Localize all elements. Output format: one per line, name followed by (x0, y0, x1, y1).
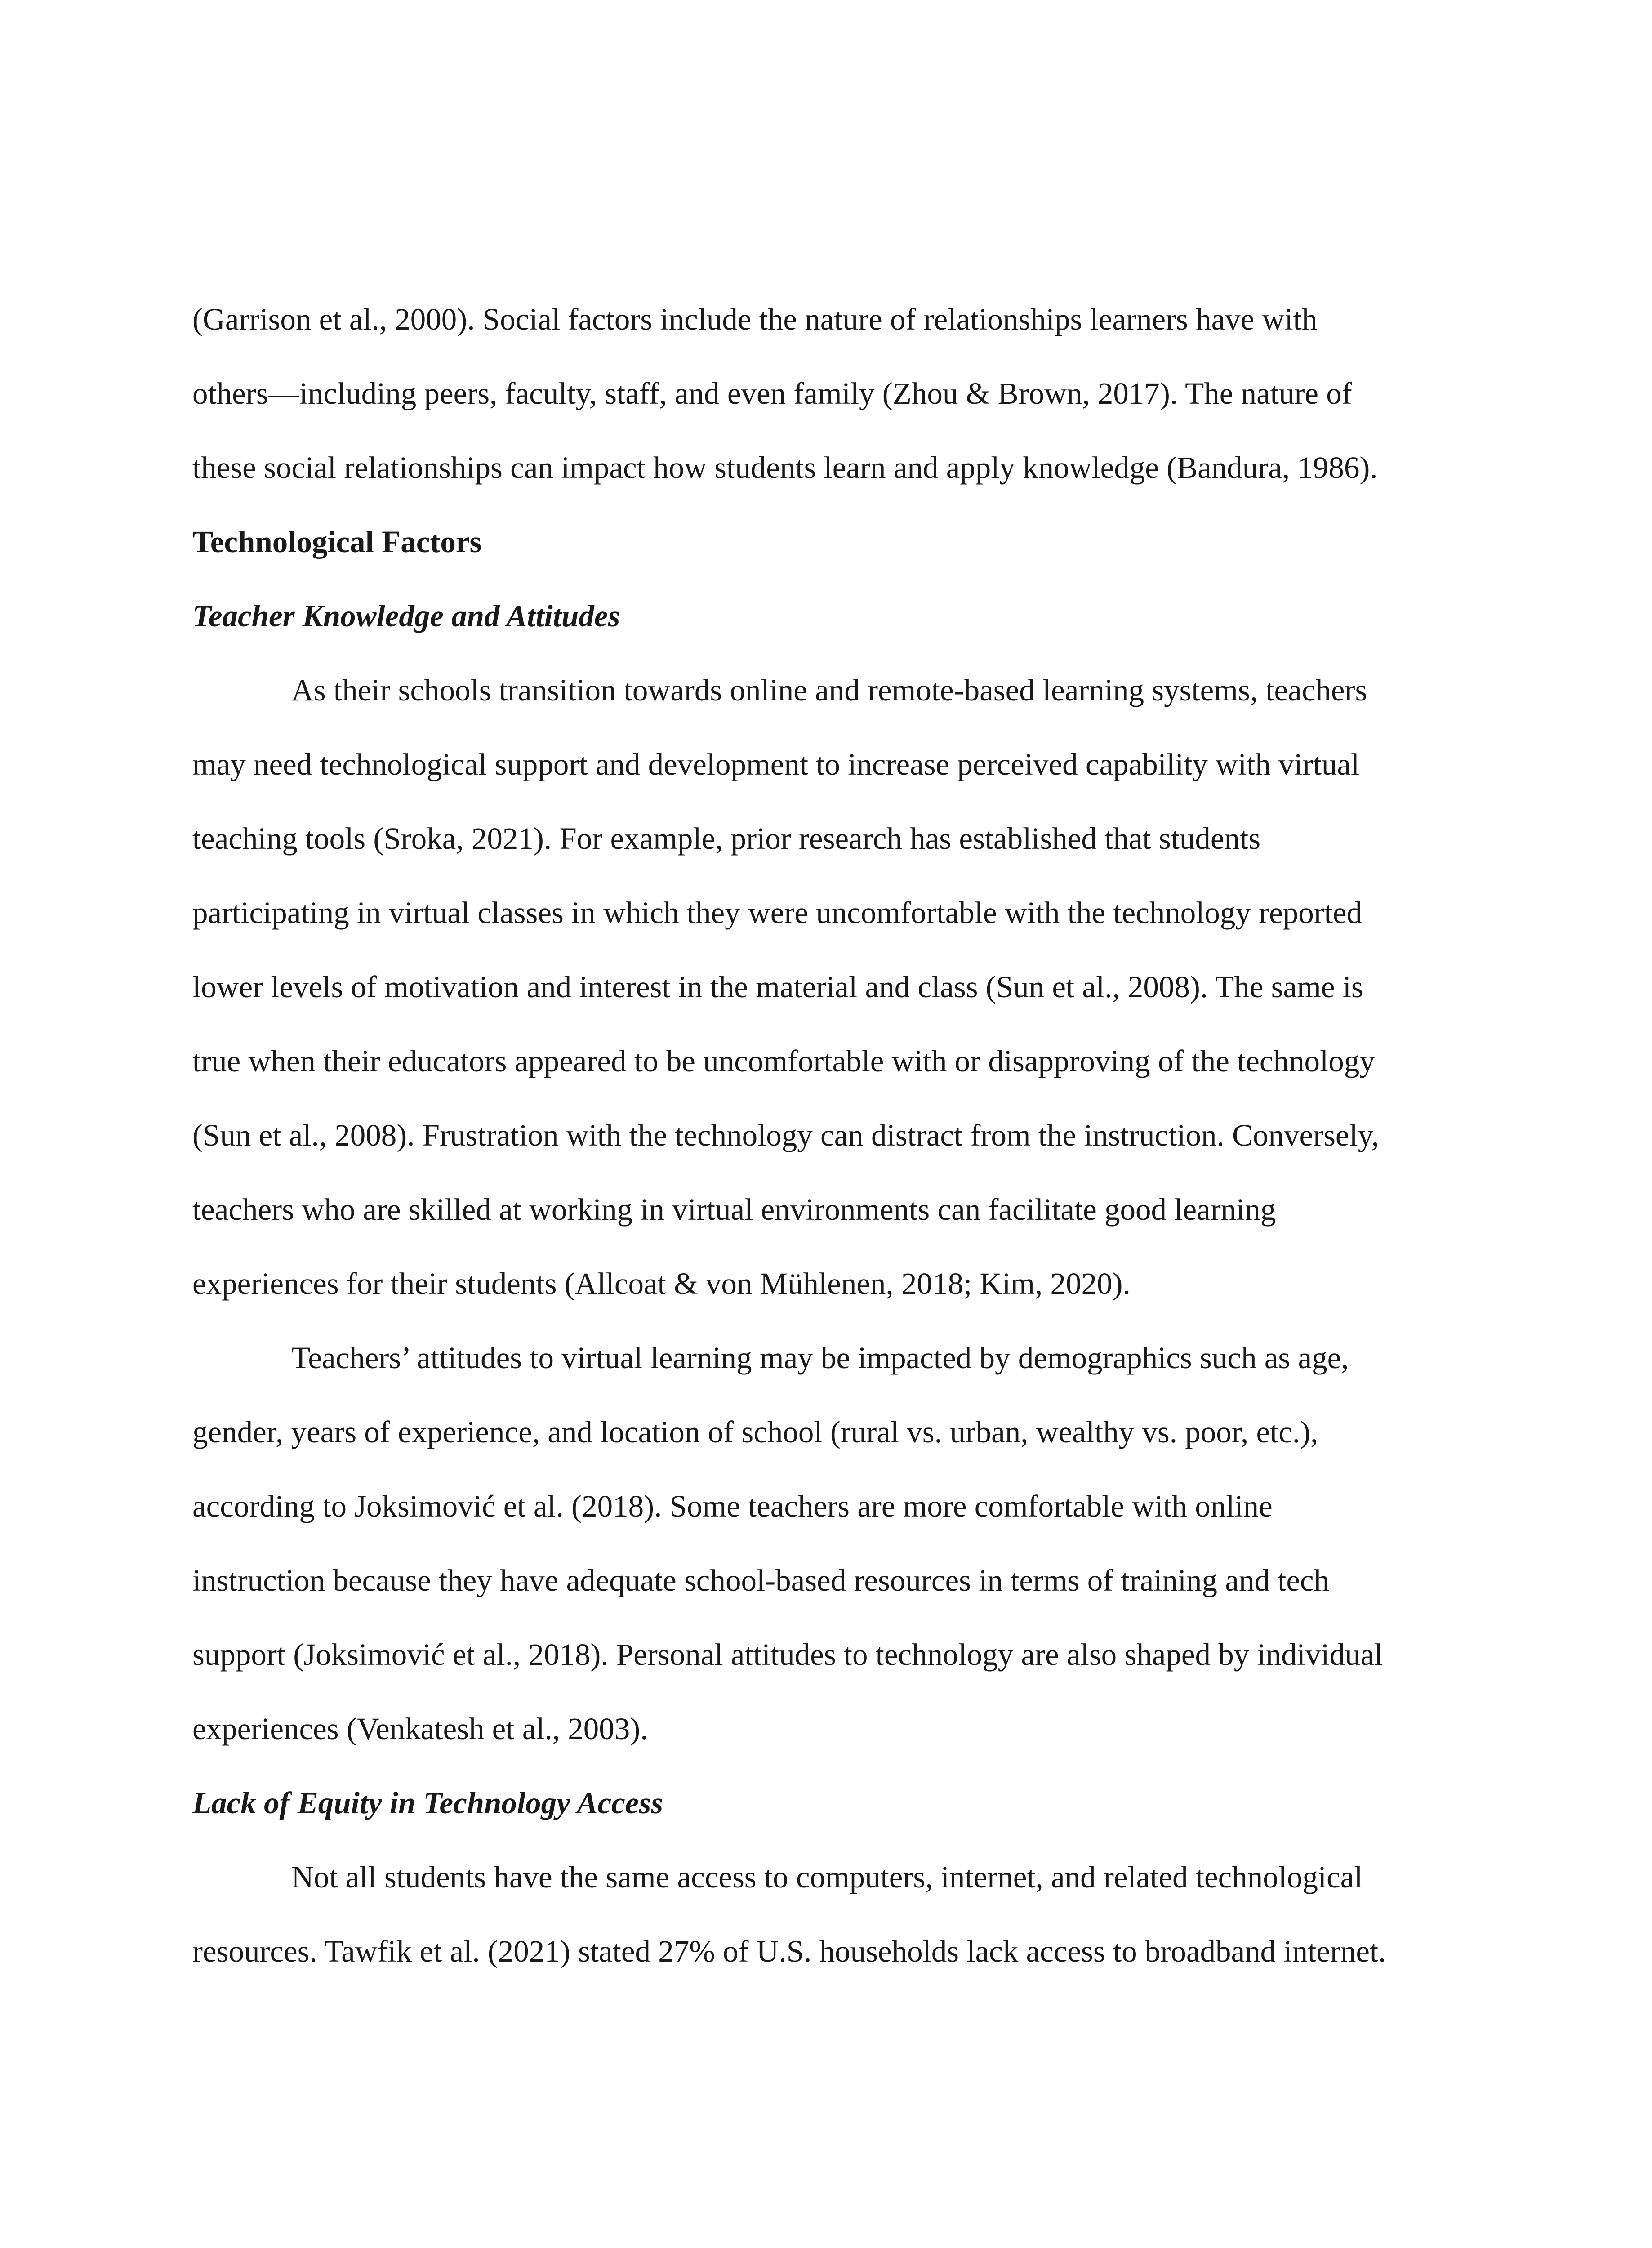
body-text-line: experiences (Venkatesh et al., 2003). (192, 1712, 648, 1746)
body-text-line: instruction because they have adequate school-based resources in terms of training and tech (192, 1563, 1330, 1597)
body-text-line: according to Joksimović et al. (2018). Some teachers are more comfortable with online (192, 1489, 1273, 1523)
body-text-line: (Garrison et al., 2000). Social factors include the nature of relationships learners have with (192, 302, 1318, 336)
body-text-line: Teachers’ attitudes to virtual learning may be impacted by demographics such as age, (291, 1341, 1349, 1375)
subsection-heading: Teacher Knowledge and Attitudes (192, 599, 620, 633)
body-text-line: others—including peers, faculty, staff, and even family (Zhou & Brown, 2017). The nature of (192, 376, 1352, 410)
body-text-line: lower levels of motivation and interest in the material and class (Sun et al., 2008). The same is (192, 970, 1363, 1004)
body-text-line: (Sun et al., 2008). Frustration with the technology can distract from the instruction. Conversely, (192, 1118, 1379, 1152)
body-text-line: Not all students have the same access to computers, internet, and related technological (291, 1860, 1363, 1894)
body-text-line: may need technological support and development to increase perceived capability with virtual (192, 747, 1360, 781)
section-heading: Technological Factors (192, 525, 482, 559)
body-text-line: participating in virtual classes in which they were uncomfortable with the technology reported (192, 896, 1363, 930)
body-text-line: support (Joksimović et al., 2018). Personal attitudes to technology are also shaped by individual (192, 1637, 1383, 1672)
body-text-line: experiences for their students (Allcoat & von Mühlenen, 2018; Kim, 2020). (192, 1267, 1131, 1301)
body-text-line: gender, years of experience, and location of school (rural vs. urban, wealthy vs. poor, etc.), (192, 1415, 1318, 1449)
body-text-line: teaching tools (Sroka, 2021). For example, prior research has established that students (192, 821, 1261, 856)
page-body (192, 282, 1447, 1989)
body-text-line: resources. Tawfik et al. (2021) stated 27% of U.S. households lack access to broadband internet. (192, 1934, 1386, 1968)
subsection-heading: Lack of Equity in Technology Access (192, 1786, 663, 1820)
body-text-line: these social relationships can impact how students learn and apply knowledge (Bandura, 1986). (192, 450, 1378, 485)
body-text-line: As their schools transition towards online and remote-based learning systems, teachers (291, 673, 1367, 707)
body-text-line: teachers who are skilled at working in virtual environments can facilitate good learning (192, 1192, 1276, 1227)
body-text-line: true when their educators appeared to be uncomfortable with or disapproving of the technology (192, 1044, 1375, 1078)
